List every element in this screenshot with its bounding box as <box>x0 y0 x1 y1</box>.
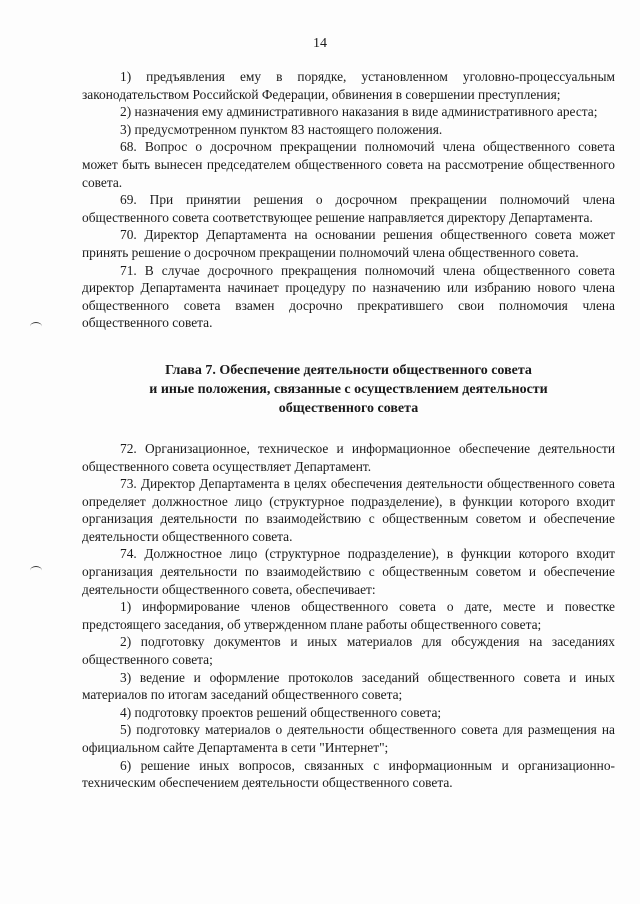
paragraph-69: 69. При принятии решения о досрочном прекращении полномочий члена общественного совета соответствующее решение направляется директору Департамента. <box>82 192 615 225</box>
list-item: 6) решение иных вопросов, связанных с информационным и организационно-техническим обеспечением деятельности общественного совета. <box>82 757 615 791</box>
list-item: 5) подготовку материалов о деятельности общественного совета для размещения на официальном сайте Департамента в сети "Интернет"; <box>82 722 615 755</box>
margin-mark <box>30 322 42 331</box>
chapter-heading-line: Глава 7. Обеспечение деятельности общественного совета <box>165 362 532 378</box>
paragraph-68: 68. Вопрос о досрочном прекращении полномочий члена общественного совета может быть вынесен председателем общественного совета на рассмотрение общественного совета. <box>82 139 615 190</box>
page-number: 14 <box>313 36 327 51</box>
document-body <box>82 68 615 792</box>
paragraph-71: 71. В случае досрочного прекращения полномочий члена общественного совета директор Департамента начинает процедуру по назначению или избранию нового члена общественного совета взамен досрочно прекратившего свои полномочия члена общественного совета. <box>82 262 615 331</box>
list-item: 4) подготовку проектов решений общественного совета; <box>120 704 442 720</box>
chapter-heading <box>82 361 615 418</box>
list-item: 3) предусмотренном пунктом 83 настоящего положения. <box>120 121 443 137</box>
chapter-heading-line: и иные положения, связанные с осуществлением деятельности <box>149 381 548 397</box>
chapter-heading-line: общественного совета <box>278 400 419 416</box>
list-item: 2) подготовку документов и иных материалов для обсуждения на заседаниях общественного совета; <box>82 634 615 668</box>
paragraph-70: 70. Директор Департамента на основании решения общественного совета может принять решение о досрочном прекращении полномочий члена общественного совета. <box>82 227 615 260</box>
margin-mark <box>30 566 42 575</box>
list-item: 1) предъявления ему в порядке, установленном уголовно-процессуальным законодательством Российской Федерации, обвинения в совершении преступления; <box>82 69 615 102</box>
list-item: 2) назначения ему административного наказания в виде административного ареста; <box>120 104 598 120</box>
list-item: 1) информирование членов общественного совета о дате, месте и повестке предстоящего заседания, об утвержденном плане работы общественного совета; <box>82 599 615 632</box>
paragraph-74: 74. Должностное лицо (структурное подразделение), в функции которого входит организация деятельности по взаимодействию с общественным советом и обеспечение деятельности общественного совета, обеспечивает: <box>82 546 615 597</box>
list-item: 3) ведение и оформление протоколов заседаний общественного совета и иных материалов по итогам заседаний общественного совета; <box>82 669 615 703</box>
paragraph-72: 72. Организационное, техническое и информационное обеспечение деятельности общественного совета осуществляет Департамент. <box>82 440 615 474</box>
paragraph-73: 73. Директор Департамента в целях обеспечения деятельности общественного совета определяет должностное лицо (структурное подразделение), в функции которого входит организация деятельности по взаимодействию с общественным советом и обеспечение деятельности общественного совета. <box>82 476 615 544</box>
